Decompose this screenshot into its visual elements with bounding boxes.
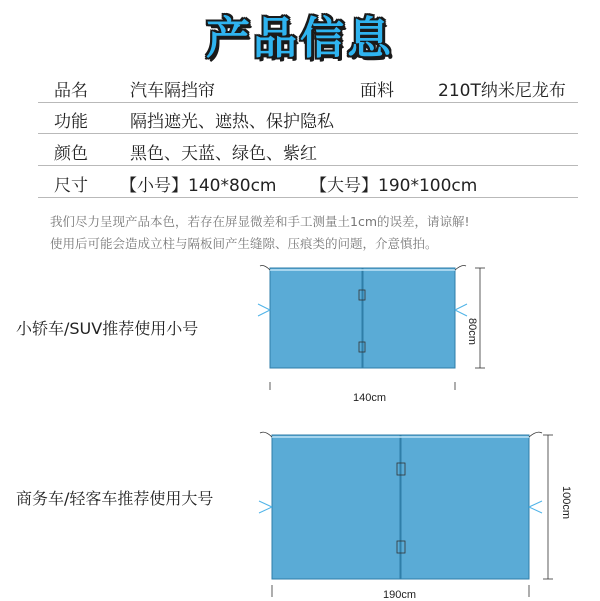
large-curtain-diagram <box>250 425 560 600</box>
name-value: 汽车隔挡帘 <box>130 81 215 101</box>
spec-row-name <box>38 72 578 102</box>
spec-divider <box>38 133 578 134</box>
page-title: 产品信息 <box>206 13 394 64</box>
hook-left <box>259 501 272 513</box>
note-usage-warning: 使用后可能会造成立柱与隔板间产生缝隙、压痕类的问题，介意慎拍。 <box>50 236 438 251</box>
small-height-label: 80cm <box>466 318 478 345</box>
spec-row-color <box>38 135 578 165</box>
color-label: 颜色 <box>54 144 88 164</box>
drawstring-right <box>529 432 542 437</box>
size-large-value: 【大号】190*100cm <box>310 176 478 196</box>
hook-right <box>529 501 542 513</box>
spec-row-function <box>38 103 578 133</box>
drawstring-right <box>455 266 466 271</box>
function-value: 隔挡遮光、遮热、保护隐私 <box>130 112 334 132</box>
name-label: 品名 <box>54 81 88 101</box>
spec-divider <box>38 197 578 198</box>
spec-row-size <box>38 167 578 197</box>
large-width-label: 190cm <box>383 589 417 601</box>
hook-right <box>455 304 467 316</box>
note-color-difference: 我们尽力呈现产品本色，若存在屏显微差和手工测量土1cm的误差，请谅解! <box>50 214 470 229</box>
curtain-panel-left <box>270 268 362 368</box>
drawstring-left <box>260 266 270 271</box>
large-height-label: 100cm <box>560 486 572 520</box>
color-value: 黑色、天蓝、绿色、紫红 <box>130 144 317 164</box>
size-label: 尺寸 <box>54 176 88 196</box>
curtain-panel-right <box>363 268 455 368</box>
curtain-panel-right <box>401 435 529 579</box>
small-size-caption: 小轿车/SUV推荐使用小号 <box>16 319 199 338</box>
material-label: 面料 <box>360 81 394 101</box>
material-value: 210T纳米尼龙布 <box>438 81 566 101</box>
function-label: 功能 <box>54 112 88 132</box>
drawstring-left <box>260 432 272 437</box>
hook-left <box>258 304 270 316</box>
small-width-label: 140cm <box>353 392 387 404</box>
spec-divider <box>38 165 578 166</box>
curtain-panel-left <box>272 435 400 579</box>
size-small-value: 【小号】140*80cm <box>120 176 277 196</box>
large-size-caption: 商务车/轻客车推荐使用大号 <box>16 489 214 508</box>
